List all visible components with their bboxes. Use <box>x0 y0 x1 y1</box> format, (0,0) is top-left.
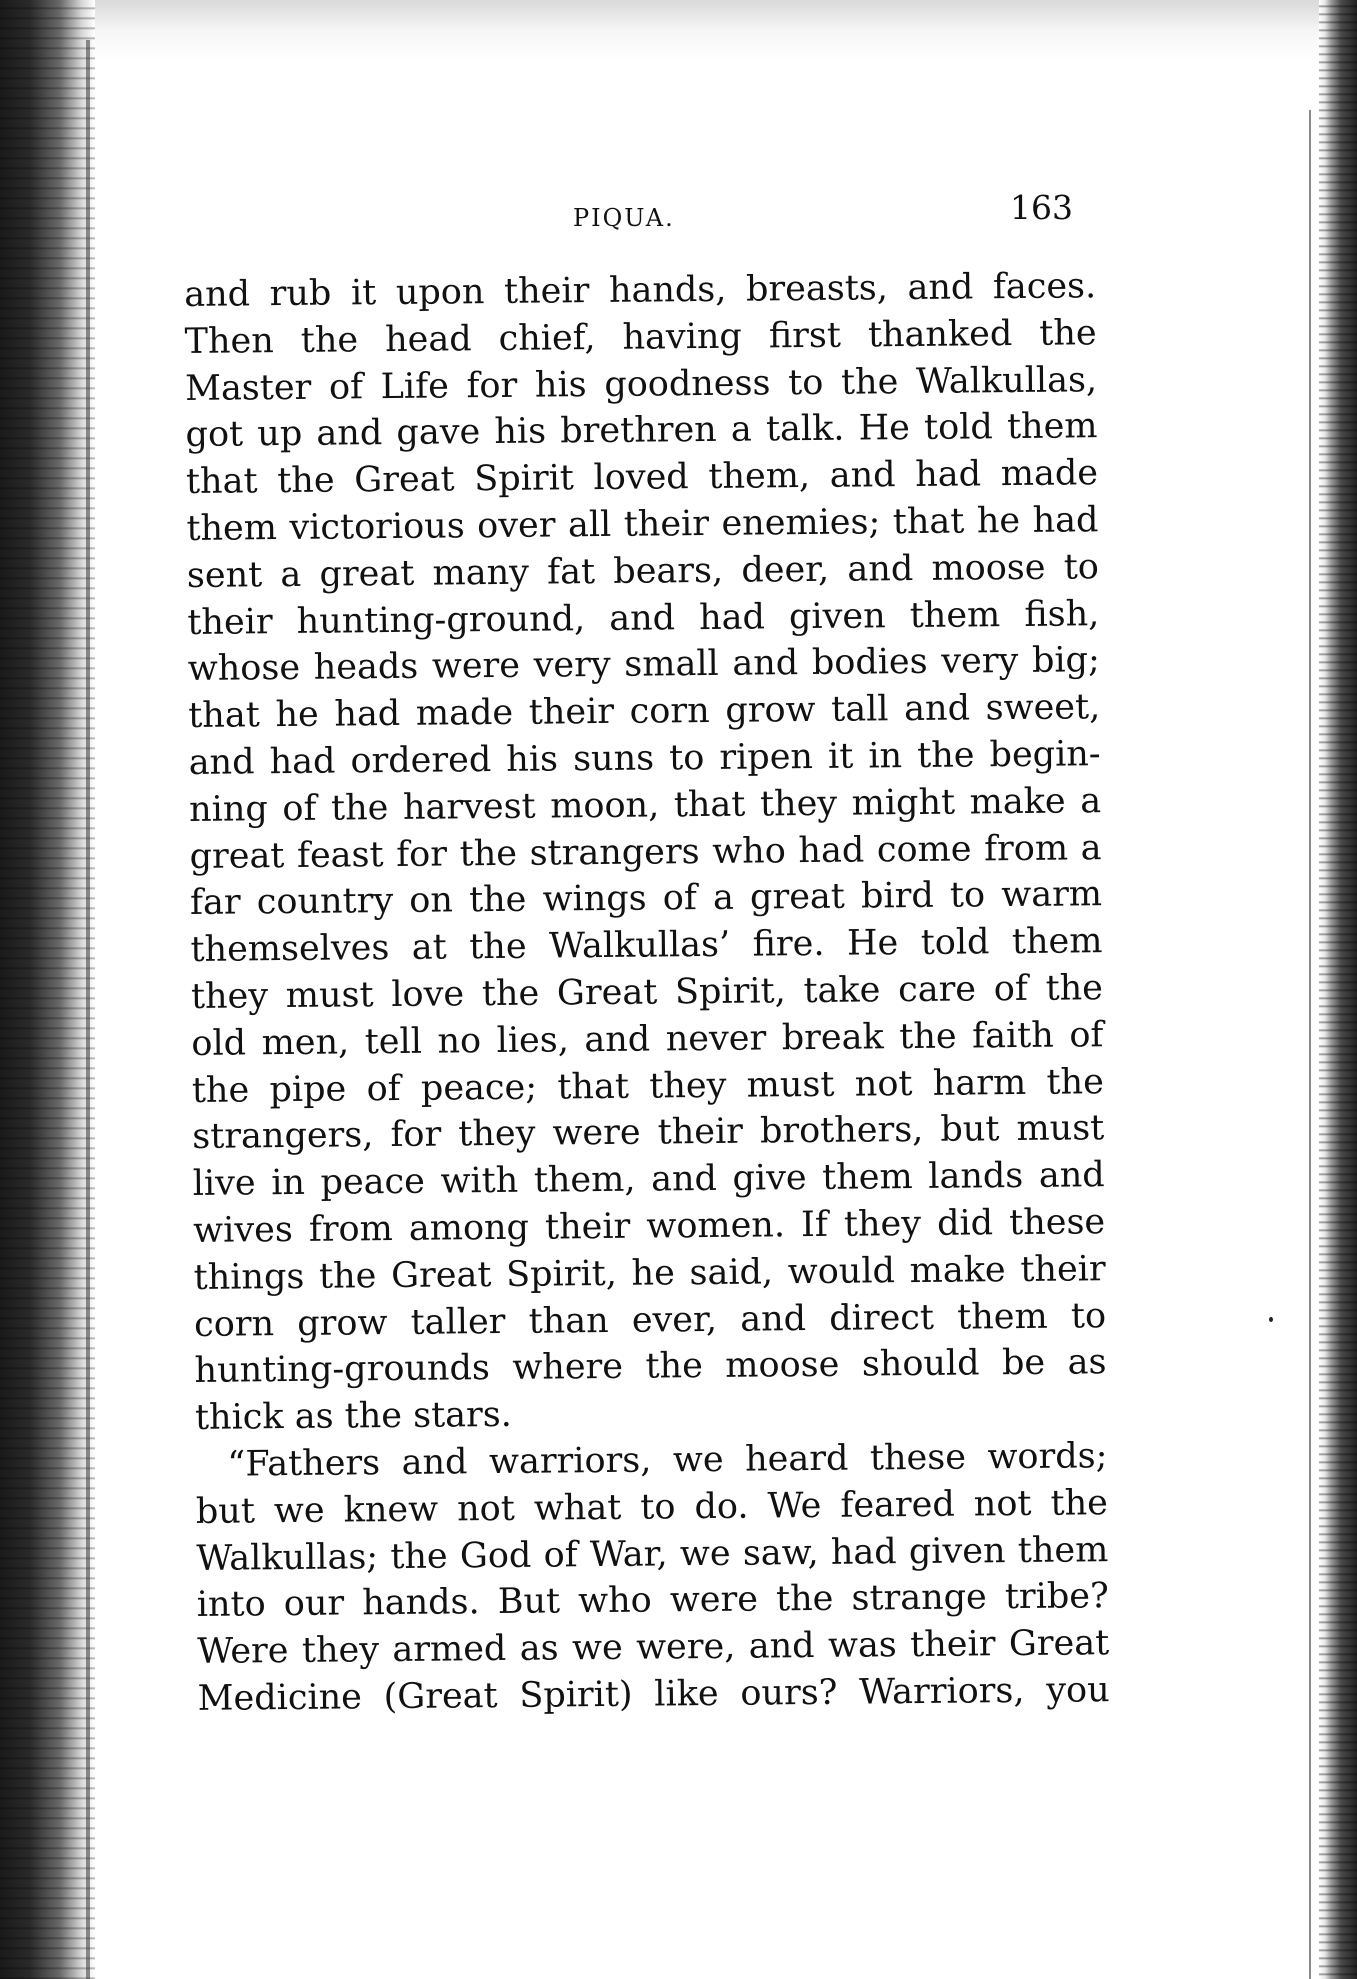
paragraph-start-line: “Fathers and warriors, we heard these words; <box>227 1436 1108 1485</box>
text-line: that the Great Spirit loved them, and had made <box>185 453 1099 503</box>
text-line: Then the head chief, having first thanked the <box>184 313 1097 362</box>
text-line: far country on the wings of a great bird to warm <box>189 874 1103 924</box>
page-top-shadow <box>95 0 1319 60</box>
text-line: the pipe of peace; that they must not harm the <box>191 1061 1105 1111</box>
body-text <box>184 263 1110 1722</box>
text-line: things the Great Spirit, he said, would make their <box>193 1248 1106 1298</box>
text-line: that he had made their corn grow tall and sweet, <box>188 687 1101 737</box>
text-line: hunting-grounds where the moose should be as <box>194 1342 1107 1392</box>
page-number: 163 <box>1010 188 1073 227</box>
text-line: whose heads were very small and bodies very big; <box>187 640 1100 690</box>
text-line: but we knew not what to do. We feared not the <box>195 1482 1109 1532</box>
text-line: their hunting-ground, and had given them fish, <box>187 593 1100 643</box>
text-line: Medicine (Great Spirit) like ours? Warriors, you <box>197 1670 1110 1719</box>
text-line: and had ordered his suns to ripen it in the begin- <box>188 734 1101 783</box>
text-line: Walkullas; the God of War, we saw, had given them <box>196 1529 1109 1579</box>
text-line: them victorious over all their enemies; that he had <box>186 500 1099 549</box>
text-line: strangers, for they were their brothers, but must <box>192 1108 1105 1158</box>
page-header <box>0 188 1357 248</box>
text-line: ning of the harvest moon, that they might make a <box>188 780 1102 830</box>
text-line: live in peace with them, and give them lands and <box>192 1155 1105 1205</box>
running-head: PIQUA. <box>573 204 675 232</box>
left-page-edge-line <box>86 40 90 1979</box>
left-binding-edge <box>0 0 95 1979</box>
text-line: Master of Life for his goodness to the Walkullas, <box>184 359 1098 409</box>
text-line: Were they armed as we were, and was their Great <box>197 1623 1110 1673</box>
text-line: themselves at the Walkullas’ fire. He told them <box>190 921 1103 971</box>
text-line: old men, tell no lies, and never break the faith of <box>191 1014 1104 1064</box>
text-line: great feast for the strangers who had come from a <box>189 827 1102 877</box>
text-line: and rub it upon their hands, breasts, and faces. <box>184 266 1097 315</box>
text-line: got up and gave his brethren a talk. He told them <box>185 406 1098 456</box>
text-line: into our hands. But who were the strange tribe? <box>196 1576 1109 1626</box>
text-line: wives from among their women. If they did these <box>193 1202 1106 1251</box>
scan-speck <box>1269 1317 1273 1322</box>
right-page-edge-line <box>1309 110 1311 1979</box>
paragraph-end-line: thick as the stars. <box>194 1395 513 1439</box>
right-scan-border <box>1319 0 1357 1979</box>
text-line: they must love the Great Spirit, take care of the <box>190 968 1104 1017</box>
text-line: sent a great many fat bears, deer, and moose to <box>186 547 1100 596</box>
text-line: corn grow taller than ever, and direct them to <box>193 1295 1107 1345</box>
